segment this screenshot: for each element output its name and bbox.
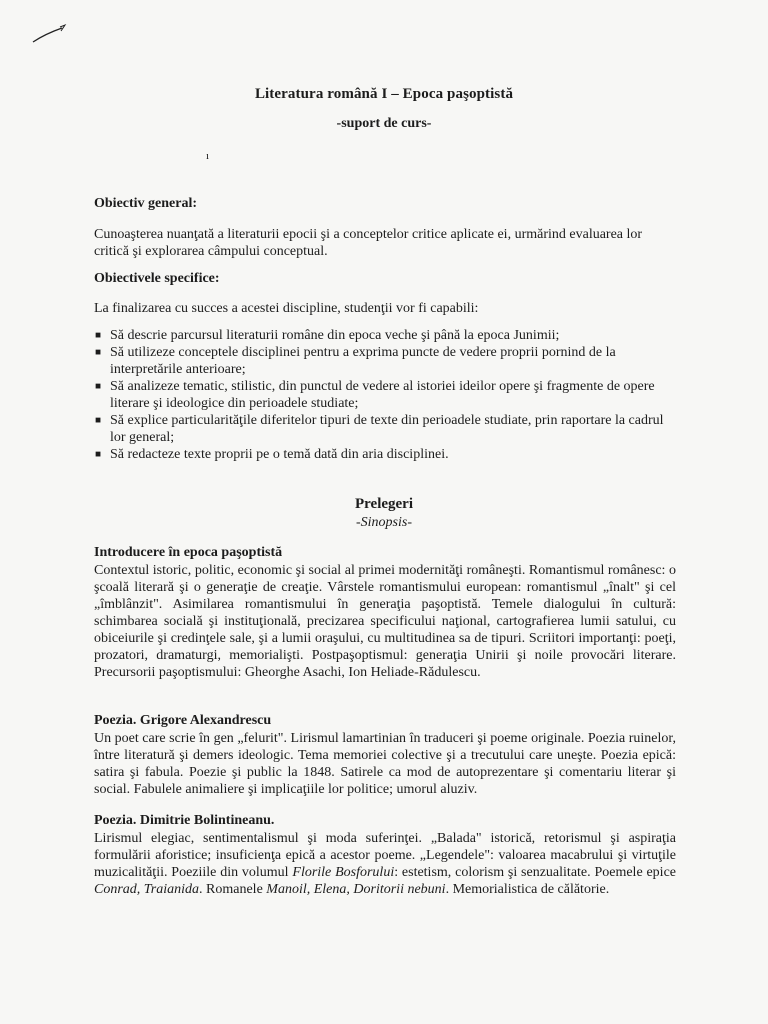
- text-fragment: . Romanele: [199, 882, 267, 897]
- list-item: [94, 446, 676, 463]
- specific-objectives-intro: La finalizarea cu succes a acestei discipline, studenţii vor fi capabili:: [94, 301, 479, 316]
- square-bullet-icon: ■: [95, 330, 102, 341]
- square-bullet-icon: ■: [95, 381, 102, 392]
- list-item: [94, 378, 676, 412]
- list-item-text: Să utilizeze conceptele disciplinei pentru a exprima puncte de vedere proprii pornind de la interpretările anterioare;: [110, 345, 616, 377]
- text-fragment: Lirismul elegiac, sentimentalismul şi moda suferinţei. „Balada" istorică, retorismul şi aspiraţia formulării aforistice; insuficienţa epică a acestor poeme. „Legendele": valoarea macabrului şi virtuţile muzicalităţii. Poeziile din volumul: [94, 831, 676, 880]
- title-florile-bosforului: Florile Bosforului: [292, 865, 395, 880]
- lectures-subtitle: -Sinopsis-: [356, 515, 412, 530]
- general-objective-section: [94, 196, 676, 212]
- general-objective-heading: Obiectiv general:: [94, 196, 198, 211]
- list-item-text: Să descrie parcursul literaturii române din epoca veche şi până la epoca Junimii;: [110, 328, 560, 343]
- specific-objectives-section: [94, 271, 676, 287]
- lectures-title: Prelegeri: [354, 496, 413, 512]
- list-item-text: Să explice particularităţile diferitelor tipuri de texte din perioadele studiate, prin raportare la cadrul lor general;: [110, 413, 664, 445]
- square-bullet-icon: ■: [95, 347, 102, 358]
- section-text-bolintineanu: [94, 830, 676, 898]
- specific-objectives-list: [94, 327, 676, 463]
- list-item-text: Să analizeze tematic, stilistic, din punctul de vedere al istoriei ideilor opere şi fragmente de opere literare şi ideologice din perioadele studiate;: [110, 379, 655, 411]
- list-item: [94, 412, 676, 446]
- square-bullet-icon: ■: [95, 449, 102, 460]
- document-subtitle: -suport de curs-: [336, 116, 432, 131]
- document-title: Literatura română I – Epoca paşoptistă: [254, 86, 514, 102]
- section-text-alexandrescu: Un poet care scrie în gen „felurit". Lirismul lamartinian în traduceri şi poeme originale. Poezia ruinelor, între literatură şi demers ideologic. Tema memoriei colective şi a trecutului care uneşte. Poezia epică: satira şi fabula. Poezie şi public la 1848. Satirele ca mod de autoprezentare şi comentariu literar şi social. Fabulele animaliere şi implicaţiile lor politice; umorul aluziv.: [94, 731, 676, 797]
- section-text-introduction: Contextul istoric, politic, economic şi social al primei modernităţi româneşti. Romantismul românesc: o şcoală literară şi o generaţie de creaţie. Vârstele romantismului european: romantismul „înalt" şi cel „îmblânzit". Asimilarea romantismului în generaţia paşoptistă. Temele dialogului în cultură: schimbarea socială şi instituţională, precizarea specificului naţional, cartografierea lumii satului, cu obiceiurile şi credinţele sale, şi a lumii oraşului, cu multitudinea sa de tipuri. Scriitori importanţi: poeţi, prozatori, dramaturgi, memorialişti. Postpaşoptismul: generaţia Unirii şi noile provocări literare. Precursorii paşoptismului: Gheorghe Asachi, Ion Heliade-Rădulescu.: [94, 563, 676, 680]
- specific-objectives-heading: Obiectivele specifice:: [94, 271, 220, 286]
- pen-stroke-mark: [30, 22, 70, 46]
- title-novels: Manoil, Elena, Doritorii nebuni: [266, 882, 446, 897]
- list-item: [94, 327, 676, 344]
- text-fragment: . Memorialistica de călătorie.: [445, 882, 610, 897]
- section-heading-introduction: Introducere în epoca paşoptistă: [94, 545, 283, 560]
- section-heading-alexandrescu: Poezia. Grigore Alexandrescu: [94, 713, 272, 728]
- list-item-text: Să redacteze texte proprii pe o temă dată din aria disciplinei.: [110, 447, 449, 462]
- text-fragment: : estetism, colorism şi senzualitate. Poemele epice: [394, 865, 676, 880]
- general-objective-text: Cunoaşterea nuanţată a literaturii epocii şi a conceptelor critice aplicate ei, urmărind evaluarea lor critică şi explorarea câmpului conceptual.: [94, 227, 643, 259]
- scan-speck: ı: [206, 150, 210, 162]
- square-bullet-icon: ■: [95, 415, 102, 426]
- section-heading-bolintineanu: Poezia. Dimitrie Bolintineanu.: [94, 813, 275, 828]
- title-epic-poems: Conrad, Traianida: [94, 882, 200, 897]
- list-item: [94, 344, 676, 378]
